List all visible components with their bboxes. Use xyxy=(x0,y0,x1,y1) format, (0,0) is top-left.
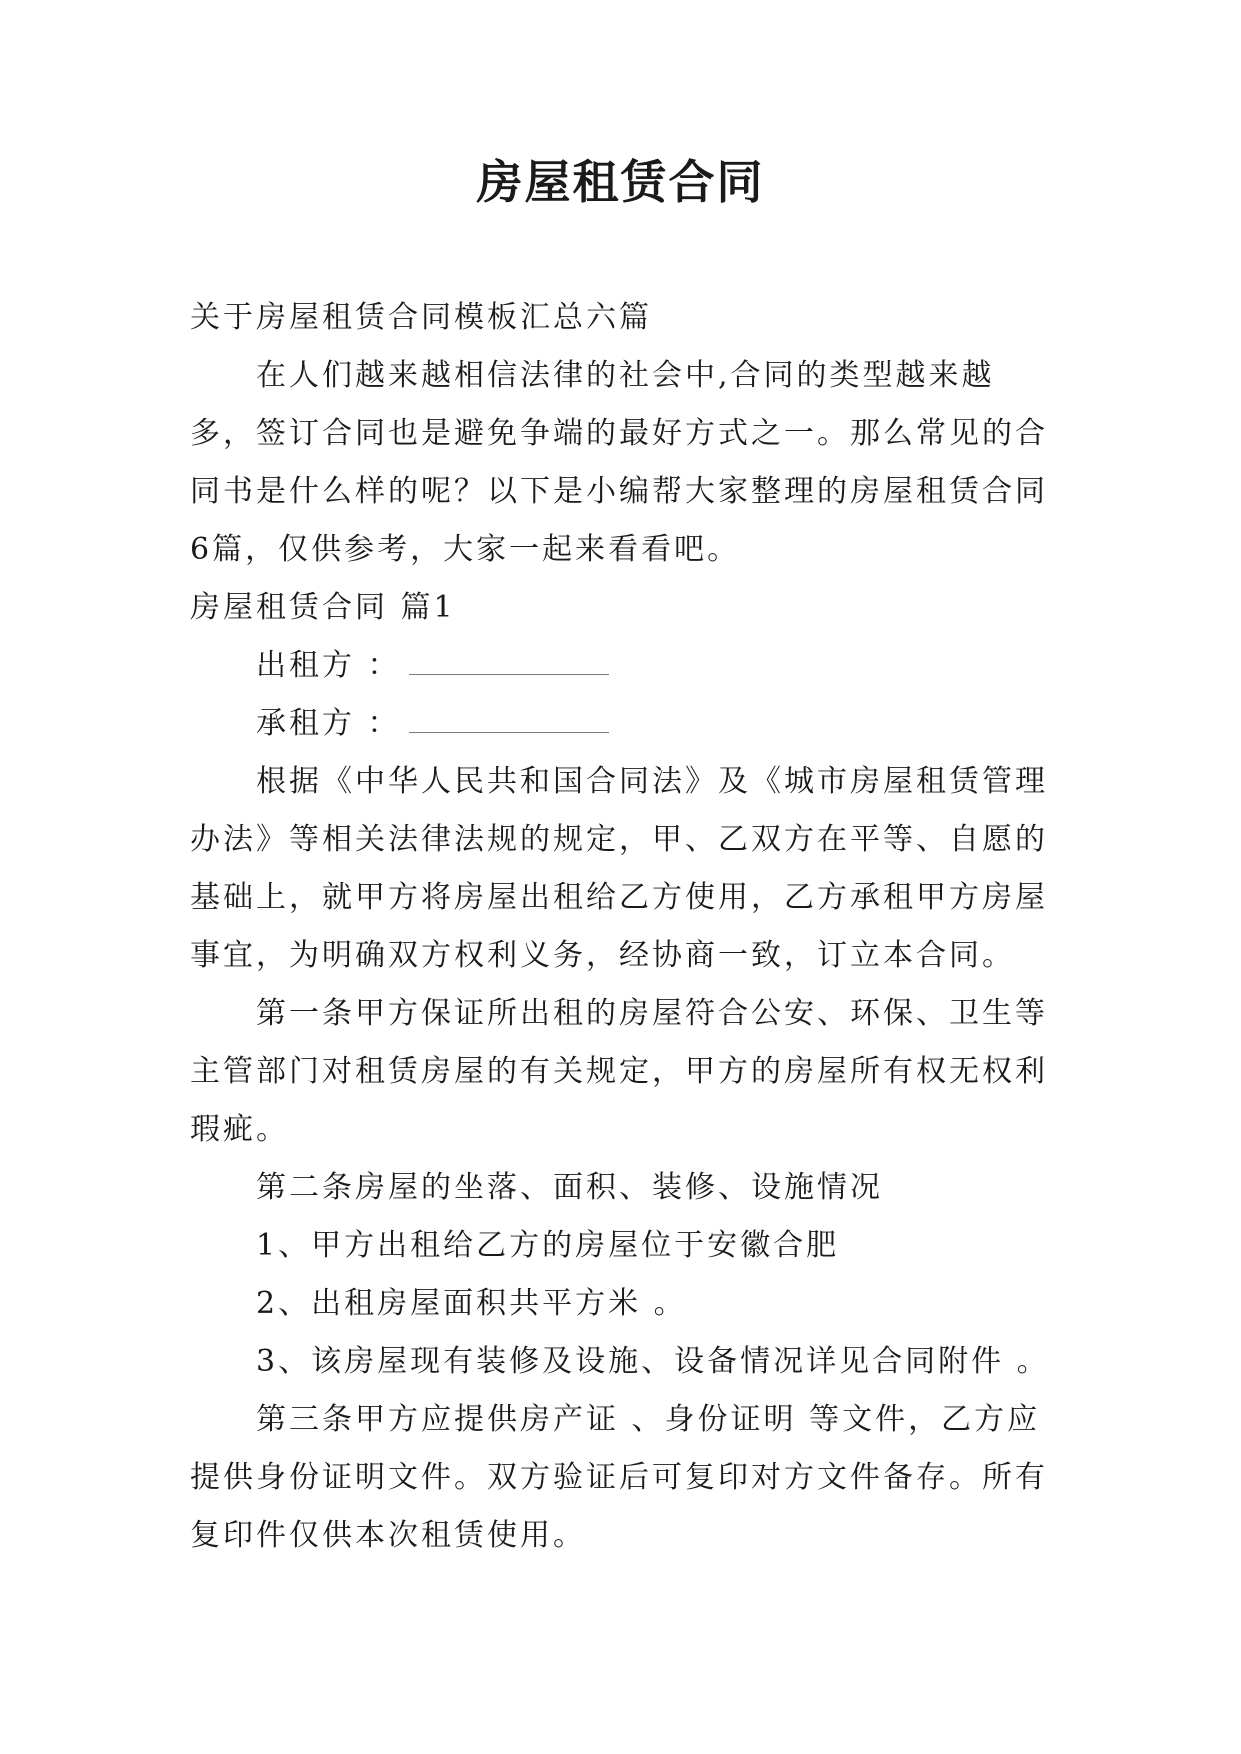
lessor-row xyxy=(190,637,1060,695)
document-body xyxy=(190,289,1060,1565)
intro-paragraph: 在人们越来越相信法律的社会中,合同的类型越来越多，签订合同也是避免争端的最好方式之一。那么常见的合同书是什么样的呢？以下是小编帮大家整理的房屋租赁合同6篇，仅供参考，大家一起来看看吧。 xyxy=(190,358,1048,567)
lessor-blank-line xyxy=(409,652,609,675)
article-3-paragraph: 第三条甲方应提供房产证 、身份证明 等文件，乙方应提供身份证明文件。双方验证后可复印对方文件备存。所有复印件仅供本次租赁使用。 xyxy=(190,1402,1048,1553)
section-heading: 房屋租赁合同 篇1 xyxy=(190,590,456,625)
article-2-heading: 第二条房屋的坐落、面积、装修、设施情况 xyxy=(256,1170,883,1205)
lessee-row xyxy=(190,695,1060,753)
article-2-item-3: 3、该房屋现有装修及设施、设备情况详见合同附件 。 xyxy=(256,1344,1050,1379)
lessee-blank-line xyxy=(409,710,609,733)
article-1-paragraph: 第一条甲方保证所出租的房屋符合公安、环保、卫生等主管部门对租赁房屋的有关规定，甲方的房屋所有权无权利瑕疵。 xyxy=(190,996,1048,1147)
lessee-label: 承租方 ： xyxy=(256,706,401,741)
article-2-item-2: 2、出租房屋面积共平方米 。 xyxy=(256,1286,687,1321)
document-subtitle: 关于房屋租赁合同模板汇总六篇 xyxy=(190,300,652,335)
article-2-item-1: 1、甲方出租给乙方的房屋位于安徽合肥 xyxy=(256,1228,840,1263)
basis-paragraph: 根据《中华人民共和国合同法》及《城市房屋租赁管理办法》等相关法律法规的规定，甲、乙双方在平等、自愿的基础上，就甲方将房屋出租给乙方使用，乙方承租甲方房屋事宜，为明确双方权利义务，经协商一致，订立本合同。 xyxy=(190,764,1048,973)
document-title: 房屋租赁合同 xyxy=(476,155,765,209)
lessor-label: 出租方 ： xyxy=(256,648,401,683)
